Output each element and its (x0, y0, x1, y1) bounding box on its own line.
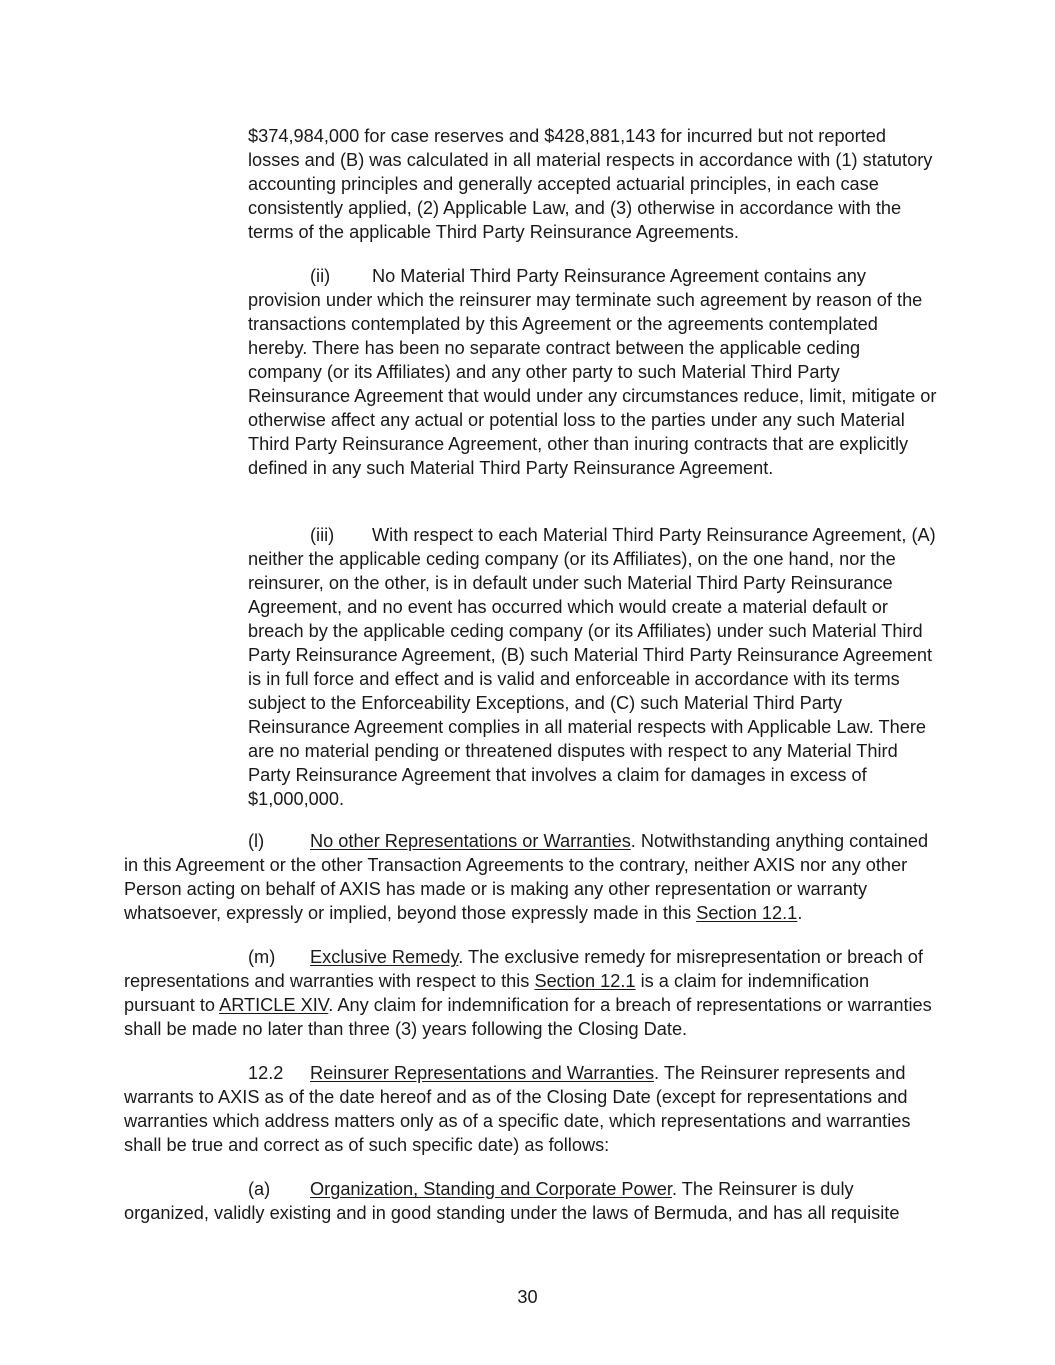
paragraph-text: is a claim for indemnification pursuant to (124, 971, 870, 1015)
clause-number: (l) (248, 831, 265, 851)
clause-number: (m) (248, 947, 276, 967)
section-heading: Reinsurer Representations and Warranties (310, 1063, 655, 1083)
section-reference-link[interactable]: Section 12.1 (534, 971, 636, 991)
article-reference-link[interactable]: ARTICLE XIV (219, 995, 329, 1015)
paragraph-text: $374,984,000 for case reserves and $428,881,143 for incurred but not reported losses and (B) was calculated in all material respects in accordance with (1) statutory accounting principles and generally accepted actuarial principles, in each case consistently applied, (2) Applicable Law, and (3) otherwise in accordance with the terms of the applicable Third Party Reinsurance Agreements. (248, 126, 933, 242)
paragraph-text: . The Reinsurer is duly organized, validly existing and in good standing under the laws of Bermuda, and has all requisite (124, 1179, 900, 1223)
paragraph-ii (248, 264, 938, 480)
paragraph-text: . Notwithstanding anything contained in this Agreement or the other Transaction Agreements to the contrary, neither AXIS nor any other Person acting on behalf of AXIS has made or is making any other representation or warranty whatsoever, expressly or implied, beyond those expressly made in this (124, 831, 929, 923)
section-number: 12.2 (248, 1063, 284, 1083)
clause-number: (ii) (310, 266, 331, 286)
paragraph-text: . The exclusive remedy for misrepresentation or breach of representations and warranties with respect to this (124, 947, 923, 991)
paragraph-m (124, 945, 938, 1041)
paragraph-text: With respect to each Material Third Party Reinsurance Agreement, (A) neither the applicable ceding company (or its Affiliates), on the one hand, nor the reinsurer, on the other, is in default under such Material Third Party Reinsurance Agreement, and no event has occurred which would create a material default or breach by the applicable ceding company (or its Affiliates) under such Material Third Party Reinsurance Agreement, (B) such Material Third Party Reinsurance Agreement is in full force and effect and is valid and enforceable in accordance with its terms subject to the Enforceability Exceptions, and (C) such Material Third Party Reinsurance Agreement complies in all material respects with Applicable Law. There are no material pending or threatened disputes with respect to any Material Third Party Reinsurance Agreement that involves a claim for damages in excess of $1,000,000. (248, 525, 936, 809)
paragraph-text: No Material Third Party Reinsurance Agreement contains any provision under which the reinsurer may terminate such agreement by reason of the transactions contemplated by this Agreement or the agreements contemplated hereby. There has been no separate contract between the applicable ceding company (or its Affiliates) and any other party to such Material Third Party Reinsurance Agreement that would under any circumstances reduce, limit, mitigate or otherwise affect any actual or potential loss to the parties under any such Material Third Party Reinsurance Agreement, other than inuring contracts that are explicitly defined in any such Material Third Party Reinsurance Agreement. (248, 266, 937, 478)
paragraph-iii (248, 523, 938, 811)
paragraph-text: . Any claim for indemnification for a breach of representations or warranties shall be made no later than three (3) years following the Closing Date. (124, 995, 932, 1039)
page-number: 30 (517, 1287, 538, 1307)
section-heading: No other Representations or Warranties (310, 831, 631, 851)
clause-number: (iii) (310, 525, 335, 545)
section-heading: Organization, Standing and Corporate Power (310, 1179, 672, 1199)
section-reference-link[interactable]: Section 12.1 (696, 903, 798, 923)
clause-number: (a) (248, 1179, 271, 1199)
paragraph-text: . (797, 903, 803, 923)
paragraph-a (124, 1177, 938, 1225)
paragraph-12-2 (124, 1061, 938, 1157)
paragraph-l (124, 829, 938, 925)
paragraph-text: . The Reinsurer represents and warrants to AXIS as of the date hereof and as of the Closing Date (except for representations and warranties which address matters only as of a specific date, which representations and warranties shall be true and correct as of such specific date) as follows: (124, 1063, 911, 1155)
paragraph-reserves-continuation (248, 124, 938, 244)
section-heading: Exclusive Remedy (310, 947, 459, 967)
